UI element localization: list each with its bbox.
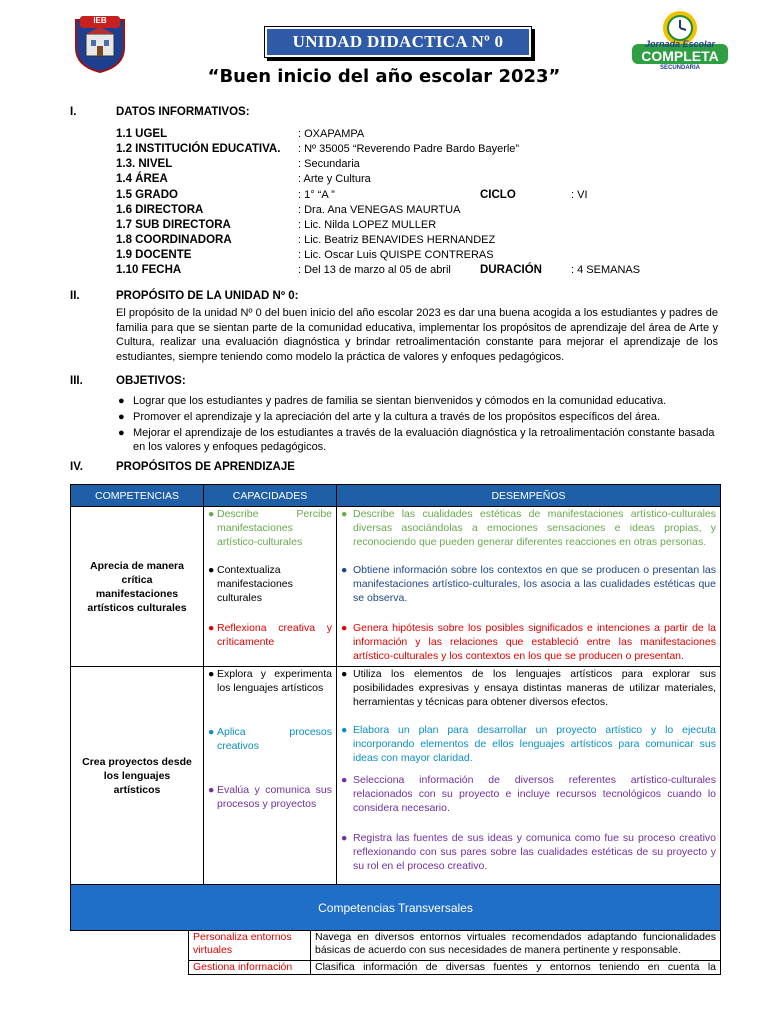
list-item: ● Genera hipótesis sobre los posibles significados e intenciones a partir de la información y las relaciones que estableció entre las manifestaciones artístico-culturales y los contextos en los que se producen o presentan. (341, 622, 716, 662)
logo-left-text: IEB (93, 16, 107, 25)
list-item: ● Describe Percibe manifestaciones artístico-culturales (208, 508, 332, 548)
info-label: 1.1 UGEL (116, 128, 168, 140)
section-1-title: DATOS INFORMATIVOS: (116, 106, 250, 118)
info-value: : Nº 35005 “Reverendo Padre Bardo Bayerle” (298, 143, 520, 155)
purpose-paragraph: El propósito de la unidad Nº 0 del buen inicio del año escolar 2023 es dar una buena acogida a los estudiantes y padres de familia para que se sientan parte de la comunidad educativa, implementar los propósitos de aprendizaje del área de Arte y Cultura, realizar una evaluación diagnóstica y brindar retroalimentación constante para mejorar el aprendizaje de los estudiantes, siempre teniendo como modelo la práctica de valores y enfoques pedagógicos. (116, 307, 718, 363)
info-value: : OXAPAMPA (298, 128, 365, 140)
list-item: ● Lograr que los estudiantes y padres de familia se sientan bienvenidos y cómodos en la comunidad educativa. (118, 395, 667, 407)
list-item: ● Aplica procesos creativos (208, 726, 332, 752)
info-label: 1.8 COORDINADORA (116, 234, 232, 246)
info-extra-value: : VI (571, 189, 588, 201)
header-competencias: COMPETENCIAS (71, 485, 204, 507)
list-item: ● Explora y experimenta los lenguajes artísticos (208, 668, 332, 694)
objectives-list (116, 394, 716, 456)
list-item: ● Promover el aprendizaje y la apreciación del arte y la cultura a través de los propósitos específicos del área. (118, 411, 661, 423)
section-4-title: PROPÓSITOS DE APRENDIZAJE (116, 461, 295, 473)
info-label: 1.3. NIVEL (116, 158, 173, 170)
info-row (116, 173, 676, 188)
competence-1: Aprecia de manera crítica manifestaciones artísticos culturales (71, 507, 204, 667)
logo-right-line2: COMPLETA (641, 48, 719, 64)
info-row (116, 219, 676, 234)
performances-2 (337, 667, 721, 885)
logo-right-line1: Jornada Escolar (644, 39, 716, 49)
info-label: 1.9 DOCENTE (116, 249, 192, 261)
table-row (71, 507, 721, 667)
transversal-cap-1: Personaliza entornos virtuales (189, 931, 311, 961)
list-item: ● Mejorar el aprendizaje de los estudiantes a través de la evaluación diagnóstica y la retroalimentación constante basada en los valores y enfoques pedagógicos. (118, 427, 715, 453)
unit-title-box (264, 26, 532, 58)
header-capacidades: CAPACIDADES (204, 485, 337, 507)
list-item: ● Evalúa y comunica sus procesos y proyectos (208, 784, 332, 810)
info-value: : Lic. Nilda LOPEZ MULLER (298, 219, 437, 231)
info-row (116, 189, 676, 204)
logo-right-line3: SECUNDARIA (659, 65, 700, 71)
capacities-1 (204, 507, 337, 667)
info-row (116, 249, 676, 264)
info-value: : Del 13 de marzo al 05 de abril (298, 264, 451, 276)
competence-2: Crea proyectos desde los lenguajes artísticos (71, 667, 204, 885)
info-label: 1.10 FECHA (116, 264, 182, 276)
list-item: ● Utiliza los elementos de los lenguajes artísticos para explorar sus posibilidades expresivas y ensaya distintas maneras de utilizar materiales, herramientas y técnicas para obtener diversos efectos. (341, 668, 716, 708)
info-value: : Secundaria (298, 158, 360, 170)
info-value: : Lic. Beatriz BENAVIDES HERNANDEZ (298, 234, 496, 246)
info-row (116, 234, 676, 249)
table-row (71, 667, 721, 885)
section-2-title: PROPÓSITO DE LA UNIDAD Nº 0: (116, 290, 299, 302)
unit-title: UNIDAD DIDACTICA Nº 0 (267, 29, 529, 55)
capacities-2 (204, 667, 337, 885)
info-value: : Lic. Oscar Luis QUISPE CONTRERAS (298, 249, 494, 261)
school-shield-logo (72, 14, 128, 74)
transversal-des-2: Clasifica información de diversas fuentes y entornos teniendo en cuenta la (311, 961, 721, 975)
list-item: ● Selecciona información de diversos referentes artístico-culturales relacionados con su proyecto e incluye recursos tecnológicos cuando lo considera necesario. (341, 774, 716, 814)
list-item: ● Elabora un plan para desarrollar un proyecto artístico y lo ejecuta incorporando elementos de ellos lenguajes artísticos para comunicar sus ideas con mayor claridad. (341, 724, 716, 764)
table-row (71, 885, 721, 931)
list-item: ● Registra las fuentes de sus ideas y comunica como fue su proceso creativo reflexionando con sus pares sobre las cualidades estéticas de su proyecto y su rol en el proceso creativo. (341, 832, 716, 872)
info-value: : Dra. Ana VENEGAS MAURTUA (298, 204, 461, 216)
section-3-title: OBJETIVOS: (116, 375, 186, 387)
section-2-number: II. (70, 290, 80, 302)
unit-subtitle: “Buen inicio del año escolar 2023” (207, 66, 561, 87)
table-row (189, 931, 721, 961)
info-label: 1.7 SUB DIRECTORA (116, 219, 231, 231)
list-item: ● Describe las cualidades estéticas de manifestaciones artístico-culturales diversas asociándolas a emociones sensaciones e ideas propias, y reconociendo que pueden generar diferentes reacciones en otras personas. (341, 508, 716, 548)
info-row (116, 264, 676, 279)
info-row (116, 204, 676, 219)
section-4-number: IV. (70, 461, 84, 473)
info-extra-label: CICLO (480, 189, 516, 201)
transversal-title: Competencias Transversales (71, 885, 721, 931)
info-extra-label: DURACIÓN (480, 264, 542, 276)
table-row (189, 961, 721, 975)
section-1-number: I. (70, 106, 77, 118)
info-label: 1.4 ÁREA (116, 173, 168, 185)
info-label: 1.6 DIRECTORA (116, 204, 204, 216)
transversal-des-1: Navega en diversos entornos virtuales recomendados adaptando funcionalidades básicas de acuerdo con sus necesidades de manera pertinente y responsable. (311, 931, 721, 961)
transversal-cap-2: Gestiona información (189, 961, 311, 975)
info-row (116, 128, 676, 143)
transversal-table (188, 930, 721, 975)
info-row (116, 158, 676, 173)
info-row (116, 143, 676, 158)
info-value: : 1° “A ” (298, 189, 335, 201)
jornada-escolar-logo (630, 8, 730, 74)
list-item: ● Reflexiona creativa y críticamente (208, 622, 332, 648)
list-item: ● Contextualiza manifestaciones culturales (208, 564, 293, 604)
list-item: ● Obtiene información sobre los contextos en que se producen o presentan las manifestaciones artístico-culturales, los asocia a las cualidades estéticas que se observa. (341, 564, 716, 604)
performances-1 (337, 507, 721, 667)
info-label: 1.5 GRADO (116, 189, 178, 201)
header-desempenos: DESEMPEÑOS (337, 485, 721, 507)
info-extra-value: : 4 SEMANAS (571, 264, 641, 276)
section-3-number: III. (70, 375, 83, 387)
info-label: 1.2 INSTITUCIÓN EDUCATIVA. (116, 143, 281, 155)
info-value: : Arte y Cultura (298, 173, 371, 185)
learning-purposes-table (70, 484, 721, 931)
